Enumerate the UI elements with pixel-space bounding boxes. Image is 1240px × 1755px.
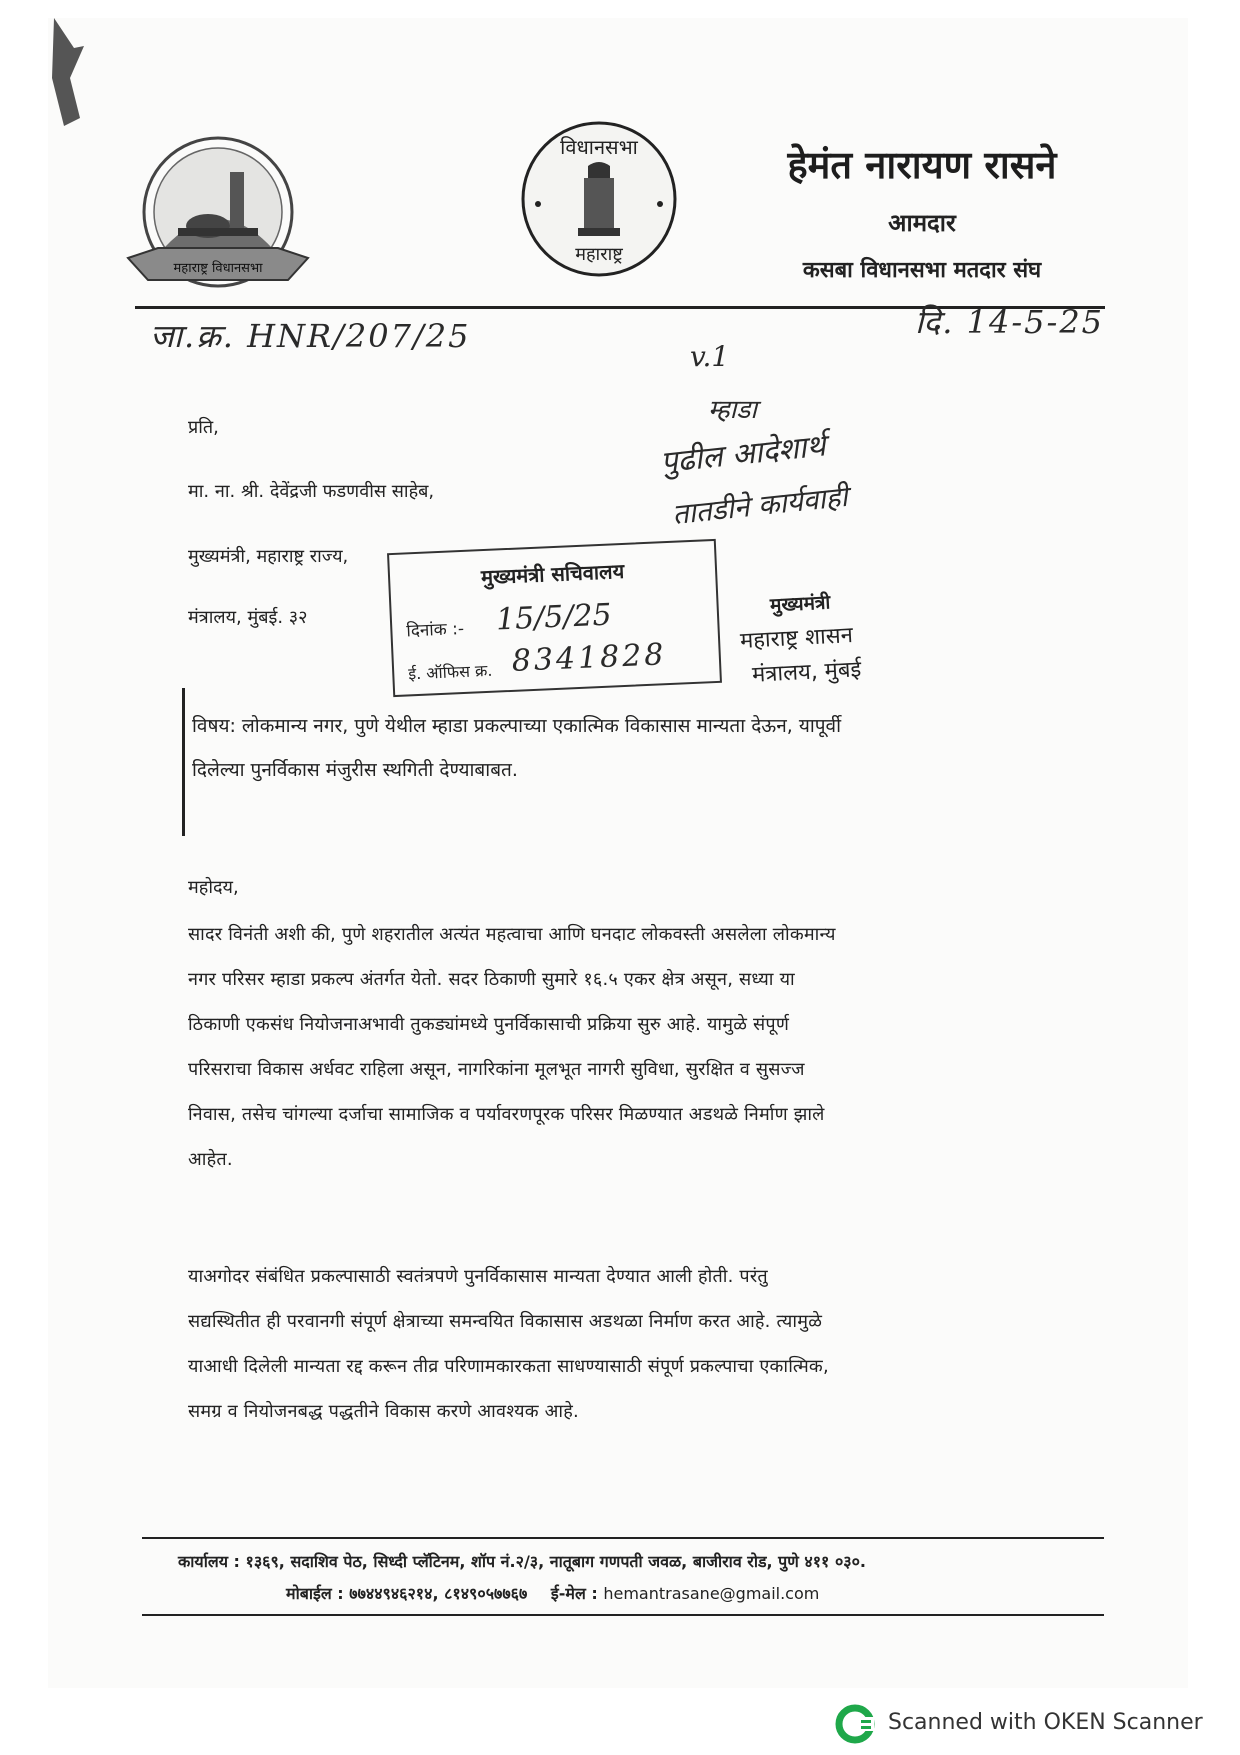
paragraph-2-line: याआधी दिलेली मान्यता रद्द करून तीव्र परिणामकारकता साधण्यासाठी संपूर्ण प्रकल्पाचा एकात्मिक, [188,1356,829,1377]
emblem-text: महाराष्ट्र विधानसभा [173,261,263,276]
note-line-4: तातडीने कार्यवाही [670,479,850,532]
stamp-date-value: 15/5/25 [495,597,613,638]
torn-edge-mark [44,18,92,128]
footer-contact [286,1582,819,1604]
subject-line-1: विषय: लोकमान्य नगर, पुणे येथील म्हाडा प्रकल्पाच्या एकात्मिक विकासास मान्यता देऊन, यापूर्वी [192,715,842,737]
recipient-prefix: प्रति, [188,417,219,438]
cm-stamp-line-3: मंत्रालय, मुंबई [751,657,862,688]
paragraph-2-line: याअगोदर संबंधित प्रकल्पासाठी स्वतंत्रपणे पुनर्विकासास मान्यता देण्यात आली होती. परंतु [188,1266,768,1287]
paragraph-1-line: निवास, तसेच चांगल्या दर्जाचा सामाजिक व पर्यावरणपूरक परिसर मिळण्यात अडथळे निर्माण झाले [188,1104,825,1125]
seal-top-text: विधानसभा [560,135,638,159]
note-line-2: म्हाडा [708,395,758,425]
designation: आमदार [888,209,956,237]
reference-number: जा.क्र. HNR/207/25 [150,317,471,355]
paragraph-2-line: सद्यस्थितीत ही परवानगी संपूर्ण क्षेत्राच्या समन्वयित विकासास अडथळा निर्माण करत आहे. त्यामुळे [188,1311,823,1332]
paragraph-1-line: ठिकाणी एकसंध नियोजनाअभावी तुकड्यांमध्ये पुनर्विकासाची प्रक्रिया सुरु आहे. यामुळे संपूर्ण [188,1014,790,1035]
note-line-1: v.1 [690,340,730,373]
footer-rule-bottom [142,1614,1104,1616]
stamp-office-no-value: 8341828 [511,637,668,679]
footer-mobile-label: मोबाईल : [286,1584,344,1603]
stamp-date-label: दिनांक :- [406,618,465,642]
oken-scanner-icon [834,1703,876,1745]
recipient-line-1: मा. ना. श्री. देवेंद्रजी फडणवीस साहेब, [188,481,435,502]
vidhan-bhavan-emblem [118,130,318,310]
salutation: महोदय, [188,877,239,898]
subject-line-2: दिलेल्या पुनर्विकास मंजुरीस स्थगिती देण्याबाबत. [192,759,518,781]
footer-mobile: ७७४४९४६२१४, ८१४९०५७७६७ [349,1584,528,1603]
subject-margin-bar [182,688,185,836]
recipient-line-3: मंत्रालय, मुंबई. ३२ [188,607,308,628]
mla-name: हेमंत नारायण रासने [787,143,1057,187]
paragraph-1-line: परिसराचा विकास अर्धवट राहिला असून, नागरिकांना मूलभूत नागरी सुविधा, सुरक्षित व सुसज्ज [188,1059,805,1080]
paragraph-1-line: आहेत. [188,1149,233,1170]
recipient-line-2: मुख्यमंत्री, महाराष्ट्र राज्य, [188,546,349,567]
paragraph-2 [188,1254,1088,1434]
stamp-office-no-label: ई. ऑफिस क्र. [407,660,493,684]
scanner-badge-text: Scanned with OKEN Scanner [888,1710,1203,1735]
seal-bottom-text: महाराष्ट्र [575,244,623,265]
footer-email-label: ई-मेल : [550,1584,598,1603]
reference-date: दि. 14-5-25 [915,303,1105,341]
office-inward-stamp [387,539,722,697]
stamp-title: मुख्यमंत्री सचिवालय [480,558,625,590]
footer-rule-top [142,1537,1104,1539]
constituency: कसबा विधानसभा मतदार संघ [802,258,1042,283]
note-line-3: पुढील आदेशार्थ [658,428,828,481]
cm-stamp-line-2: महाराष्ट्र शासन [739,623,854,654]
paragraph-1-line: सादर विनंती अशी की, पुणे शहरातील अत्यंत महत्वाचा आणि घनदाट लोकवस्ती असलेला लोकमान्य [188,924,836,945]
footer-email[interactable]: hemantrasane@gmail.com [603,1584,820,1603]
vidhansabha-seal [518,118,680,280]
footer-office-address: कार्यालय : १३६९, सदाशिव पेठ, सिध्दी प्लॅटिनम, शॉप नं.२/३, नातूबाग गणपती जवळ, बाजीराव रोड, पुणे ४११ ०३०. [178,1552,866,1571]
paragraph-2-line: समग्र व नियोजनबद्ध पद्धतीने विकास करणे आवश्यक आहे. [188,1401,579,1422]
paragraph-1 [188,912,1088,1182]
cm-stamp-line-1: मुख्यमंत्री [769,591,831,617]
paragraph-1-line: नगर परिसर म्हाडा प्रकल्प अंतर्गत येतो. सदर ठिकाणी सुमारे १६.५ एकर क्षेत्र असून, सध्या या [188,969,795,990]
